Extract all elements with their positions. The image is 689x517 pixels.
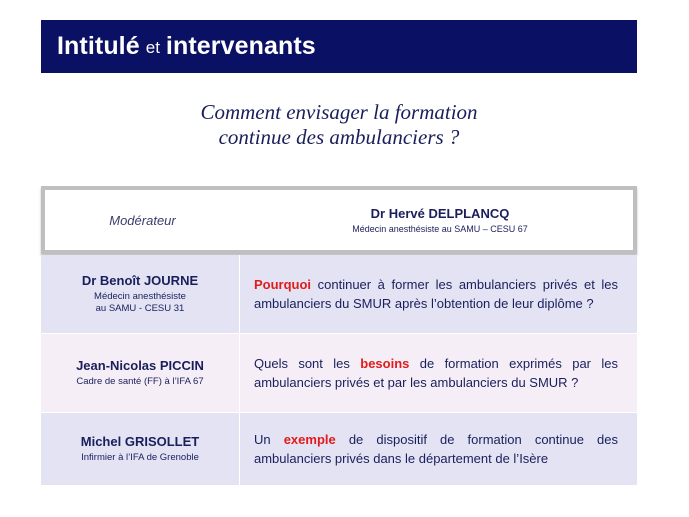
speaker-cell [41,334,240,412]
topic-text-after: continuer à former les ambulanciers privés et les ambulanciers du SMUR après l’obtention de leur diplôme ? [254,277,618,311]
topic-text-before: Quels sont les [254,356,361,371]
slide-title-bar [41,20,637,73]
topic-keyword: exemple [283,432,336,447]
title-connector: et [145,38,160,57]
topic-text-before: Un [254,432,284,447]
moderator-row [41,186,637,254]
speaker-name: Michel GRISOLLET [80,434,200,449]
speaker-name: Jean-Nicolas PICCIN [76,358,204,373]
topic-text-after: de dispositif de formation continue des ambulanciers privés dans le département de l’Isère [254,432,619,466]
table-row [41,334,637,412]
topic-cell [254,255,618,333]
topic-text [254,275,618,313]
topic-keyword: besoins [360,356,410,371]
speakers-table [41,186,637,485]
topic-keyword: Pourquoi [254,277,312,292]
moderator-name: Dr Hervé DELPLANCQ [370,206,510,221]
speaker-role-line-2: au SAMU - CESU 31 [95,303,185,314]
topic-text [254,430,618,468]
moderator-role: Médecin anesthésiste au SAMU – CESU 67 [352,224,528,234]
slide-subtitle [41,100,637,150]
speaker-name: Dr Benoît JOURNE [81,273,199,288]
topic-text-after: de formation exprimés par les ambulanciers privés et par les ambulanciers du SMUR ? [254,356,618,390]
subtitle-line-1: Comment envisager la formation [200,100,478,124]
speaker-cell [41,413,240,485]
moderator-label: Modérateur [109,212,176,228]
speaker-cell [41,255,240,333]
topic-cell [254,334,618,412]
moderator-cell [245,190,635,250]
speaker-role: Médecin anesthésiste [94,291,186,302]
title-part-2: intervenants [165,32,316,60]
table-row [41,255,637,333]
speaker-role: Infirmier à l’IFA de Grenoble [81,452,199,463]
subtitle-line-2: continue des ambulanciers ? [218,125,460,149]
title-part-1: Intitulé [57,32,140,60]
table-row [41,413,637,485]
speaker-role: Cadre de santé (FF) à l’IFA 67 [76,376,204,387]
topic-cell [254,413,618,485]
topic-text [254,354,618,392]
